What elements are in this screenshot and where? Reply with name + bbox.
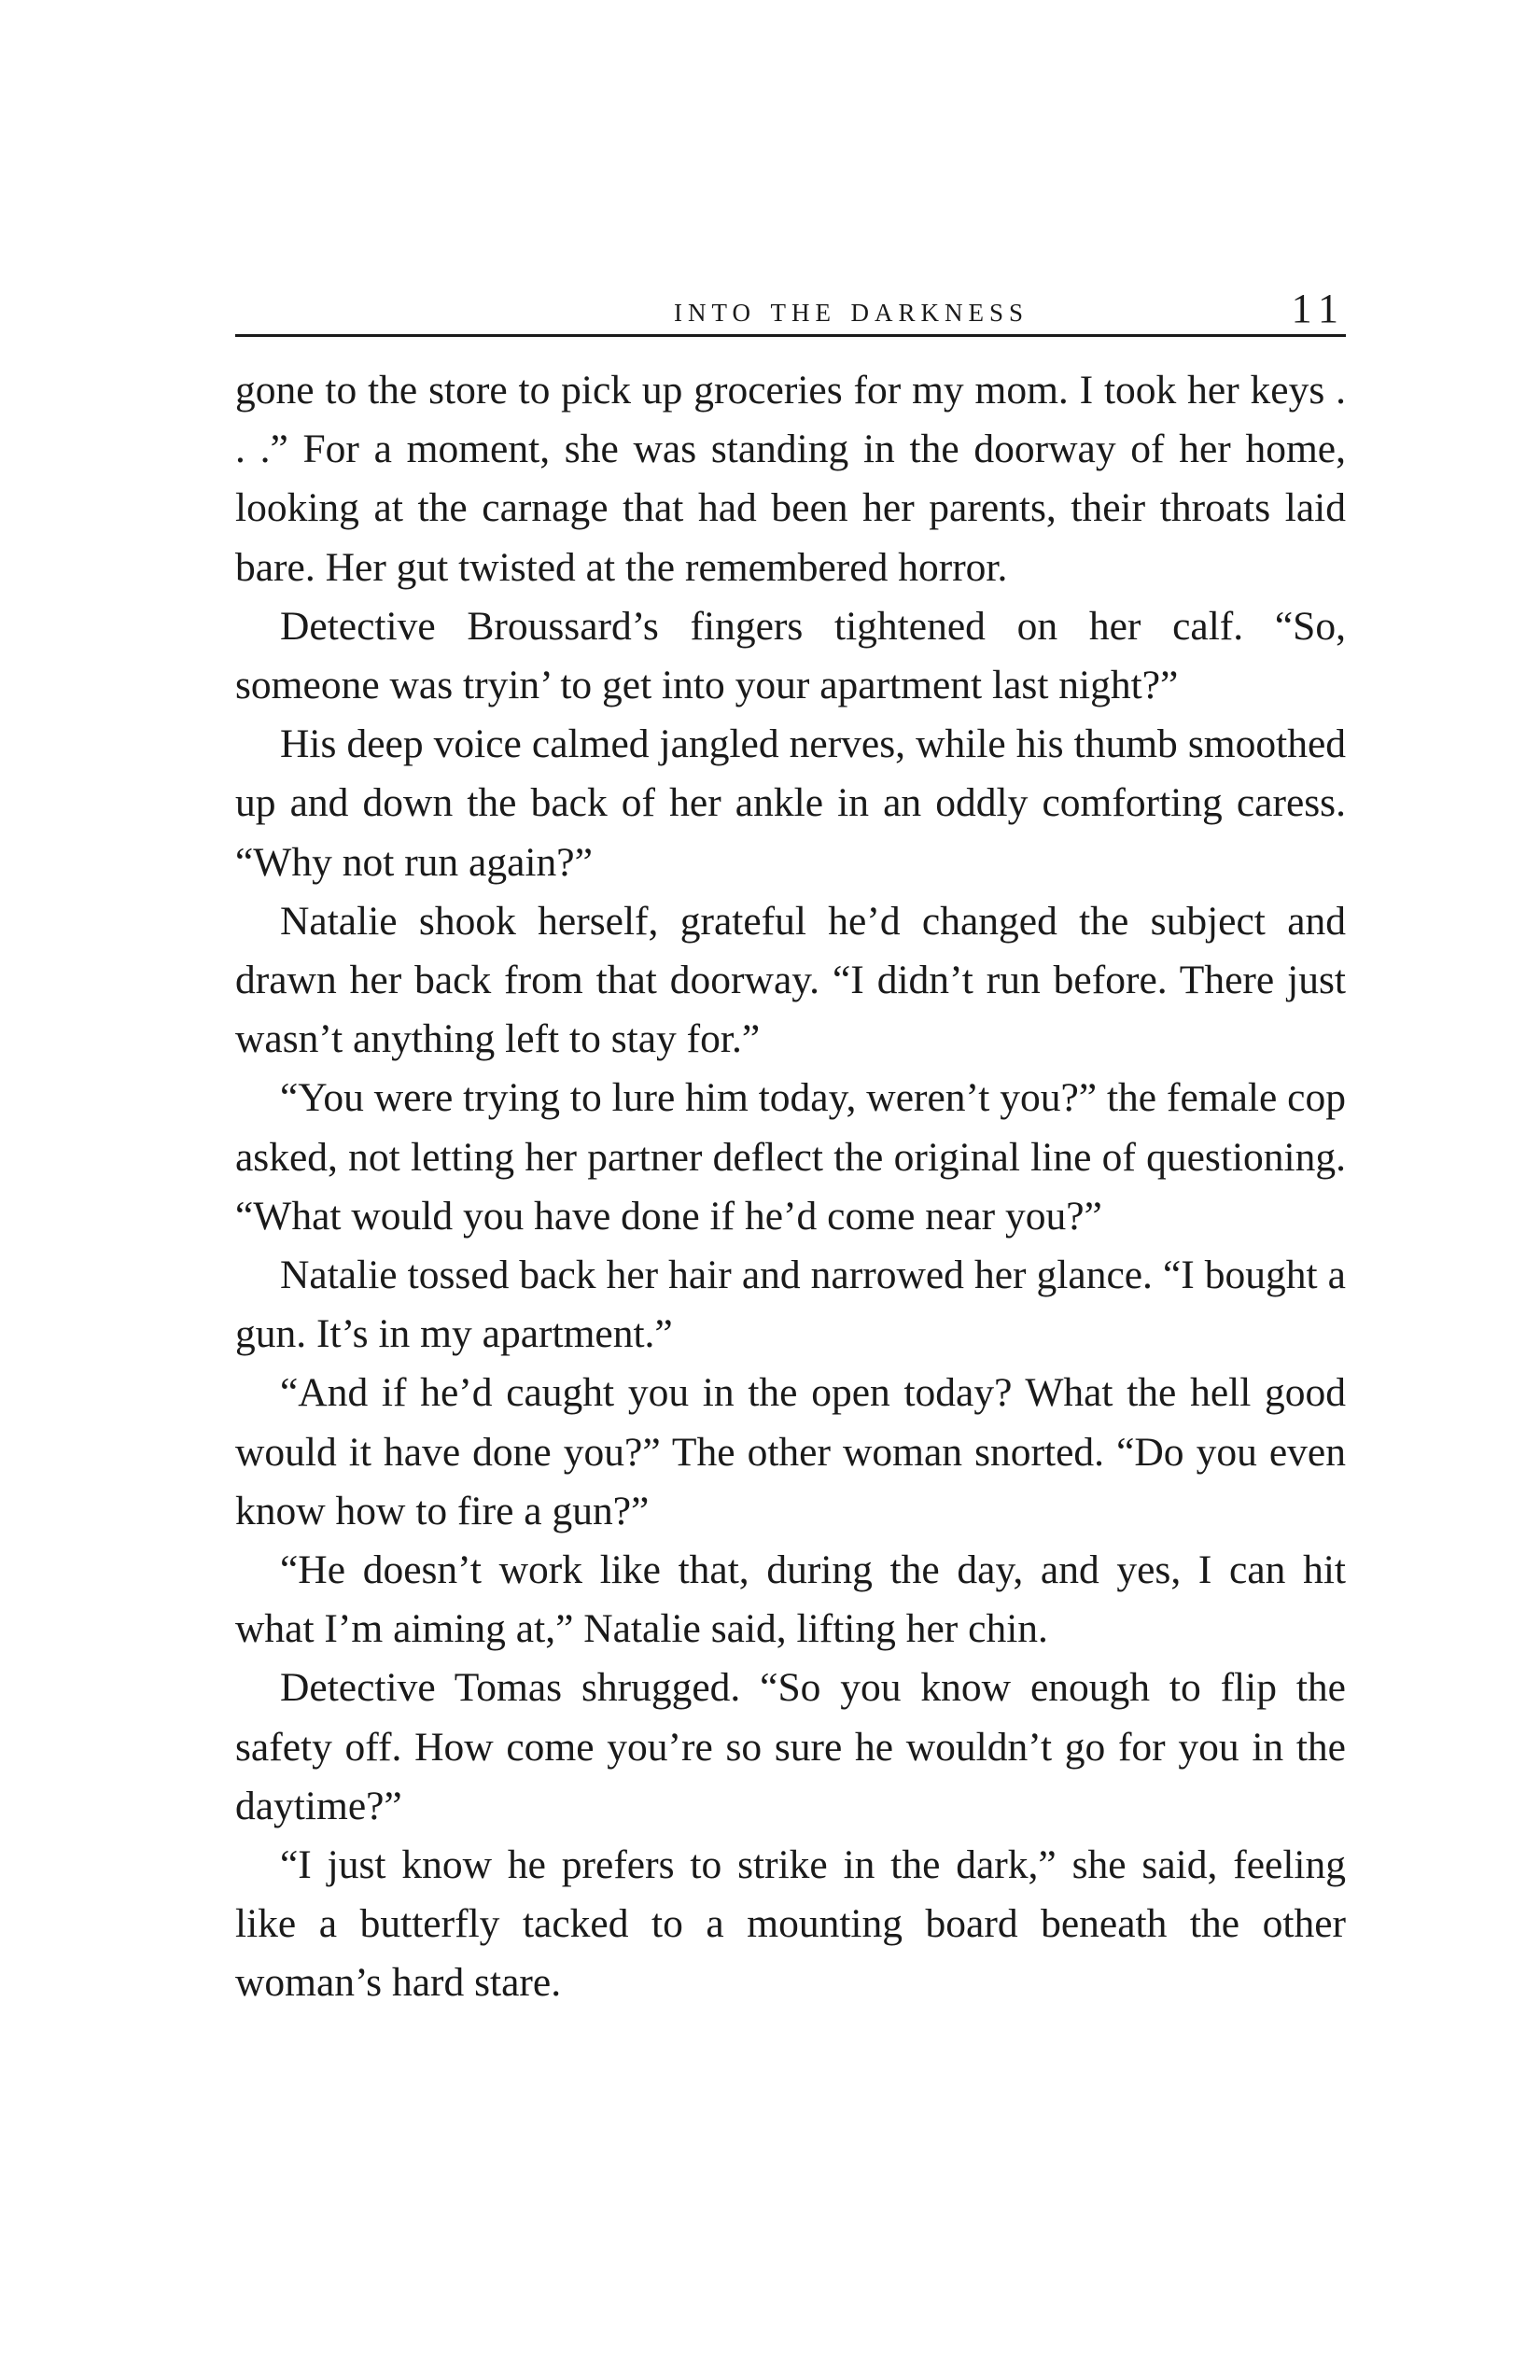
paragraph: “I just know he prefers to strike in the dark,” she said, feeling like a butterfly tacked to a mounting board beneath the other woman’s hard stare. xyxy=(235,1842,1346,2006)
book-page xyxy=(235,280,1346,2013)
paragraph: Detective Tomas shrugged. “So you know enough to flip the safety off. How come you’re so sure he wouldn’t go for you in the daytime?” xyxy=(235,1665,1346,1828)
body-text xyxy=(235,361,1346,2013)
paragraph: “And if he’d caught you in the open today? What the hell good would it have done you?” The other woman snorted. “Do you even know how to fire a gun?” xyxy=(235,1370,1346,1533)
paragraph: “He doesn’t work like that, during the day, and yes, I can hit what I’m aiming at,” Natalie said, lifting her chin. xyxy=(235,1547,1346,1652)
paragraph: Natalie shook herself, grateful he’d changed the subject and drawn her back from that doorway. “I didn’t run before. There just wasn’t anything left to stay for.” xyxy=(235,898,1346,1062)
paragraph-continued: gone to the store to pick up groceries for my mom. I took her keys . . .” For a moment, she was standing in the doorway of her home, looking at the carnage that had been her parents, their throats laid bare. Her gut twisted at the remembered horror. xyxy=(235,368,1346,590)
running-title: into the darkness xyxy=(673,290,1029,329)
paragraph: Natalie tossed back her hair and narrowed her glance. “I bought a gun. It’s in my apartment.” xyxy=(235,1253,1346,1357)
paragraph: His deep voice calmed jangled nerves, while his thumb smoothed up and down the back of her ankle in an oddly comforting caress. “Why not run again?” xyxy=(235,721,1346,885)
page-number: 11 xyxy=(1291,286,1346,331)
running-header xyxy=(235,280,1346,337)
paragraph: “You were trying to lure him today, weren’t you?” the female cop asked, not letting her partner deflect the original line of questioning. “What would you have done if he’d come near you?” xyxy=(235,1075,1346,1239)
paragraph: Detective Broussard’s fingers tightened on her calf. “So, someone was tryin’ to get into your apartment last night?” xyxy=(235,603,1346,708)
